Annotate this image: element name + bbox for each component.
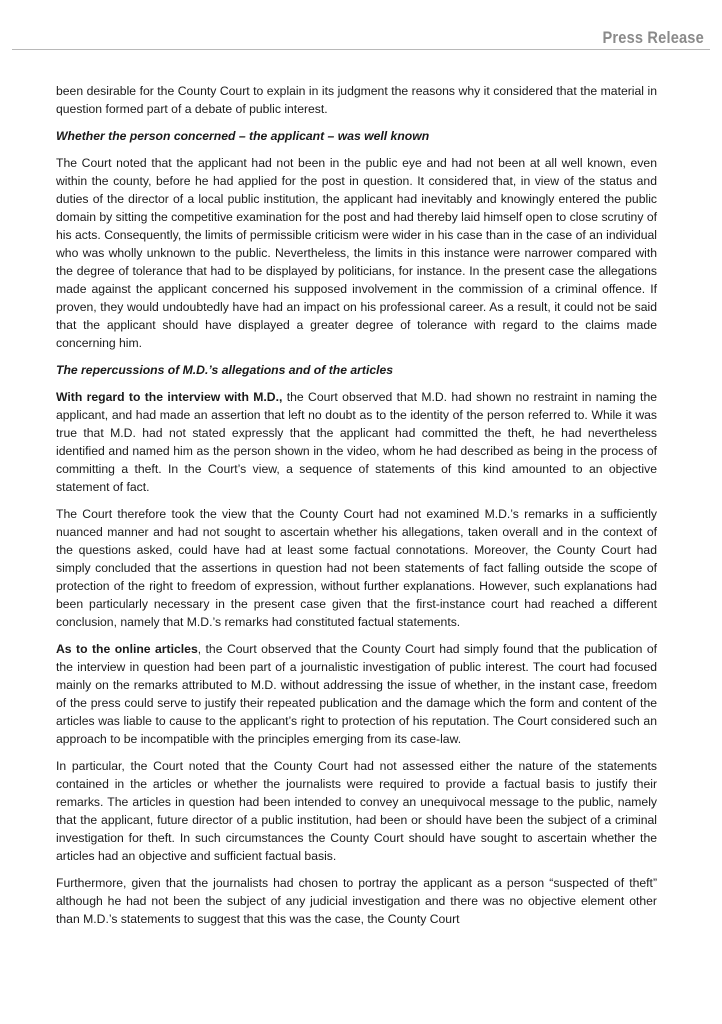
paragraph-furthermore: Furthermore, given that the journalists had chosen to portray the applicant as a person “suspected of theft” although he had not been the subject of any judicial investigation and there was no objective element other than M.D.’s statements to suggest that this was the case, the County Court: [56, 876, 657, 926]
header-divider: [12, 49, 710, 50]
press-release-label: Press Release: [602, 28, 704, 47]
paragraph-text-interview: the Court observed that M.D. had shown no restraint in naming the applicant, and had made an assertion that left no doubt as to the identity of the person referred to. While it was true that M.D. had not stated expressly that the applicant had committed the theft, he had nevertheless identified and named him as the person shown in the video, whom he had described as being in the process of committing a theft. In the Court’s view, a sequence of statements of this kind amounted to an objective statement of fact.: [56, 390, 657, 494]
document-body: [56, 82, 657, 937]
paragraph-text-online-articles: , the Court observed that the County Court had simply found that the publication of the interview in question had been part of a journalistic investigation of public interest. The court had focused mainly on the remarks attributed to M.D. without addressing the issue of whether, in the instant case, freedom of the press could serve to justify their repeated publication and the damage which the form and content of the articles was liable to cause to the applicant’s right to protection of his reputation. The Court considered such an approach to be incompatible with the principles emerging from its case-law.: [56, 642, 657, 746]
section-heading-repercussions: The repercussions of M.D.’s allegations and of the articles: [56, 363, 394, 377]
paragraph-nuanced: The Court therefore took the view that the County Court had not examined M.D.’s remarks in a sufficiently nuanced manner and had not sought to ascertain whether his allegations, taken overall and in the context of the questions asked, could have had at least some factual connotations. Moreover, the County Court had simply concluded that the assertions in question had not been statements of fact falling outside the scope of protection of the right to freedom of expression, without further explanations. However, such explanations had been particularly necessary in the present case given that the first-instance court had reached a different conclusion, namely that M.D.’s remarks had constituted factual statements.: [56, 507, 657, 629]
page-header: [0, 0, 722, 60]
section-heading-well-known: Whether the person concerned – the applicant – was well known: [56, 129, 430, 143]
paragraph-in-particular: In particular, the Court noted that the County Court had not assessed either the nature of the statements contained in the articles or whether the journalists were required to provide a factual basis to justify their remarks. The articles in question had been intended to convey an unequivocal message to the public, namely that the applicant, future director of a public institution, had been or should have been the subject of a criminal investigation for theft. In such circumstances the County Court should have sought to ascertain whether the articles had an objective and sufficient factual basis.: [56, 759, 657, 863]
paragraph-lead-interview: With regard to the interview with M.D.,: [56, 390, 283, 404]
paragraph-continuation: been desirable for the County Court to explain in its judgment the reasons why it considered that the material in question formed part of a debate of public interest.: [56, 84, 657, 116]
paragraph-interview: [56, 388, 657, 496]
paragraph-online-articles: [56, 640, 657, 748]
paragraph-lead-online-articles: As to the online articles: [56, 642, 198, 656]
paragraph-well-known: The Court noted that the applicant had not been in the public eye and had not been at all well known, even within the county, before he had applied for the post in question. It considered that, in view of the status and duties of the director of a local public institution, the applicant had inevitably and knowingly entered the public domain by sitting the competitive examination for the post and had thereby laid himself open to close scrutiny of his acts. Consequently, the limits of permissible criticism were wider in his case than in the case of an individual who was wholly unknown to the public. Nevertheless, the limits in this instance were narrower compared with the degree of tolerance that had to be displayed by politicians, for instance. In the present case the allegations made against the applicant concerned his supposed involvement in the commission of a criminal offence. If proven, they would undoubtedly have had an impact on his professional career. As a result, it could not be said that the applicant should have displayed a greater degree of tolerance with regard to the claims made concerning him.: [56, 156, 657, 350]
